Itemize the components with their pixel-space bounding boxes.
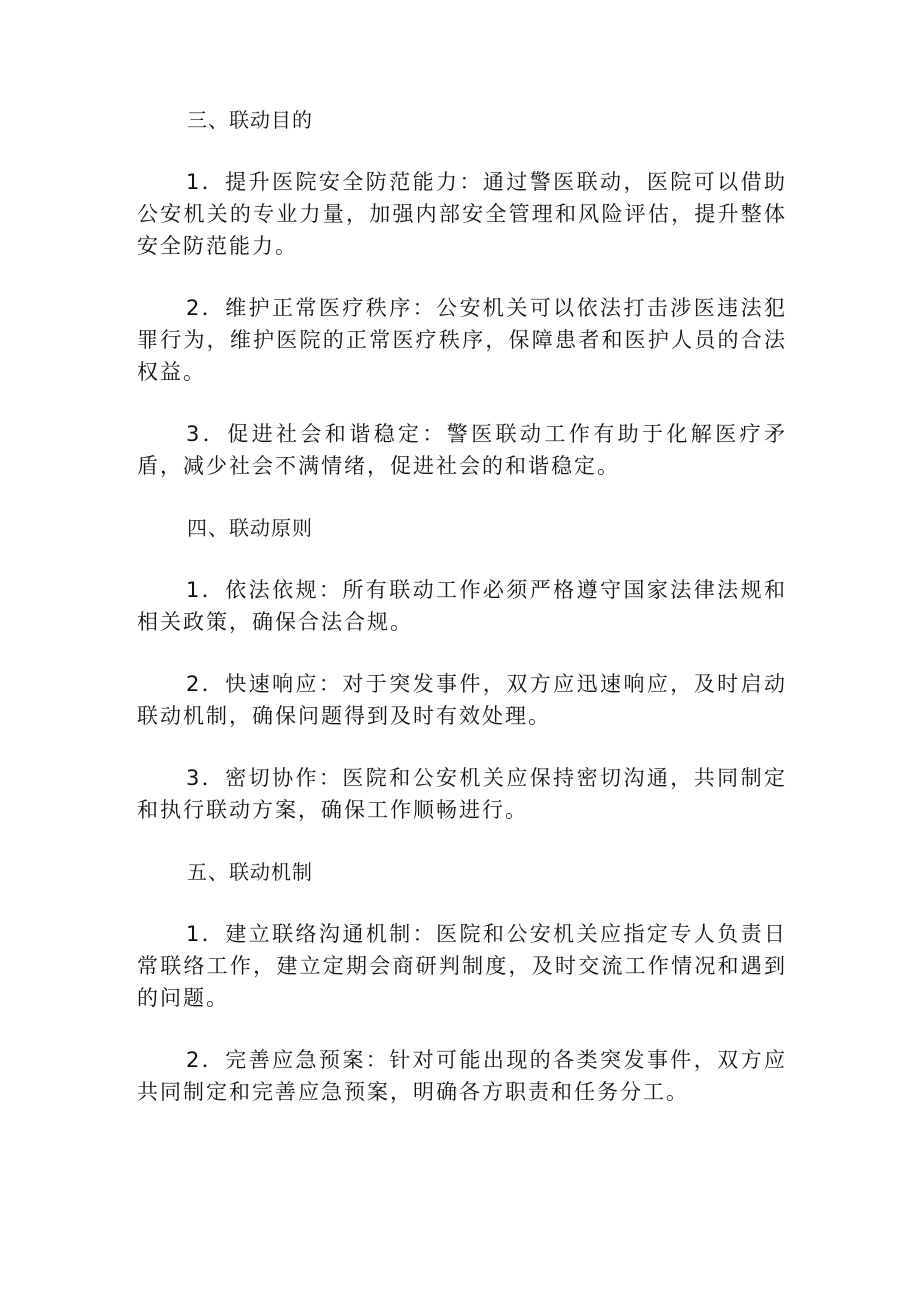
item-text: 促进社会和谐稳定：警医联动工作有助于化解医疗矛盾，减少社会不满情绪，促进社会的和谐稳定。 — [137, 422, 788, 478]
item-number: 2 — [186, 1048, 202, 1072]
item-number: 2 — [186, 672, 202, 696]
item-separator: ． — [201, 170, 226, 194]
item-separator: ． — [201, 922, 226, 946]
section-heading: 四、联动原则 — [187, 516, 313, 540]
section-item — [137, 292, 787, 388]
item-text: 提升医院安全防范能力：通过警医联动，医院可以借助公安机关的专业力量，加强内部安全管理和风险评估，提升整体安全防范能力。 — [137, 170, 788, 258]
section-item — [137, 668, 787, 732]
item-separator: ． — [201, 1048, 226, 1072]
item-text: 依法依规：所有联动工作必须严格遵守国家法律法规和相关政策，确保合法合规。 — [137, 578, 788, 634]
document-body — [137, 104, 787, 1138]
item-separator: ． — [201, 296, 226, 320]
item-number: 2 — [186, 296, 202, 320]
item-separator: ． — [201, 766, 226, 790]
section-heading: 三、联动目的 — [187, 108, 313, 132]
section-heading: 五、联动机制 — [187, 860, 313, 884]
section-item — [137, 574, 787, 638]
item-text: 建立联络沟通机制：医院和公安机关应指定专人负责日常联络工作，建立定期会商研判制度，及时交流工作情况和遇到的问题。 — [137, 922, 788, 1010]
item-number: 1 — [186, 922, 202, 946]
section-item — [137, 762, 787, 826]
item-number: 3 — [186, 422, 202, 446]
item-text: 维护正常医疗秩序：公安机关可以依法打击涉医违法犯罪行为，维护医院的正常医疗秩序，保障患者和医护人员的合法权益。 — [137, 296, 788, 384]
section-item — [137, 1044, 787, 1108]
item-text: 完善应急预案：针对可能出现的各类突发事件，双方应共同制定和完善应急预案，明确各方职责和任务分工。 — [137, 1048, 788, 1104]
item-number: 1 — [186, 170, 202, 194]
section-item — [137, 166, 787, 262]
item-number: 1 — [186, 578, 202, 602]
item-number: 3 — [186, 766, 202, 790]
item-text: 快速响应：对于突发事件，双方应迅速响应，及时启动联动机制，确保问题得到及时有效处理。 — [137, 672, 788, 728]
item-separator: ． — [201, 672, 226, 696]
item-separator: ． — [201, 422, 228, 446]
item-separator: ． — [201, 578, 226, 602]
item-text: 密切协作：医院和公安机关应保持密切沟通，共同制定和执行联动方案，确保工作顺畅进行。 — [137, 766, 788, 822]
section-item — [137, 418, 787, 482]
section-item — [137, 918, 787, 1014]
